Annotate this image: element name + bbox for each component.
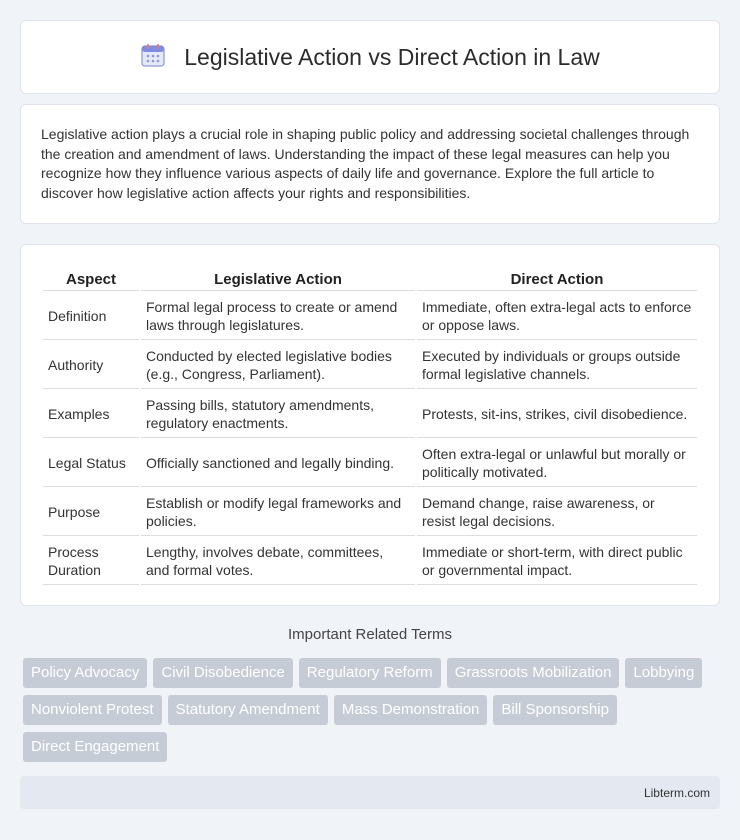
legislative-cell: Officially sanctioned and legally binding. xyxy=(141,440,415,487)
header-direct: Direct Action xyxy=(417,267,697,291)
direct-cell: Demand change, raise awareness, or resist legal decisions. xyxy=(417,489,697,536)
legislative-cell: Establish or modify legal frameworks and policies. xyxy=(141,489,415,536)
footer xyxy=(20,776,720,809)
aspect-cell: Legal Status xyxy=(43,440,139,487)
aspect-cell: Process Duration xyxy=(43,538,139,585)
aspect-cell: Examples xyxy=(43,391,139,438)
table-row xyxy=(43,440,697,487)
legislative-cell: Formal legal process to create or amend laws through legislatures. xyxy=(141,293,415,340)
direct-cell: Immediate, often extra-legal acts to enforce or oppose laws. xyxy=(417,293,697,340)
header-card xyxy=(20,20,720,94)
related-terms-list xyxy=(23,658,713,762)
legislative-cell: Passing bills, statutory amendments, regulatory enactments. xyxy=(141,391,415,438)
direct-cell: Immediate or short-term, with direct public or governmental impact. xyxy=(417,538,697,585)
aspect-cell: Purpose xyxy=(43,489,139,536)
related-term-tag[interactable]: Nonviolent Protest xyxy=(23,695,162,725)
legislative-cell: Conducted by elected legislative bodies (e.g., Congress, Parliament). xyxy=(141,342,415,389)
page-title: Legislative Action vs Direct Action in Law xyxy=(184,43,600,70)
header-aspect: Aspect xyxy=(43,267,139,291)
related-terms-title: Important Related Terms xyxy=(288,626,452,643)
related-term-tag[interactable]: Civil Disobedience xyxy=(153,658,292,688)
aspect-cell: Authority xyxy=(43,342,139,389)
direct-cell: Often extra-legal or unlawful but morally or politically motivated. xyxy=(417,440,697,487)
comparison-table xyxy=(41,265,699,587)
related-term-tag[interactable]: Policy Advocacy xyxy=(23,658,147,688)
direct-cell: Protests, sit-ins, strikes, civil disobedience. xyxy=(417,391,697,438)
related-term-tag[interactable]: Mass Demonstration xyxy=(334,695,488,725)
direct-cell: Executed by individuals or groups outside formal legislative channels. xyxy=(417,342,697,389)
table-row xyxy=(43,391,697,438)
related-term-tag[interactable]: Statutory Amendment xyxy=(168,695,328,725)
header-legislative: Legislative Action xyxy=(141,267,415,291)
aspect-cell: Definition xyxy=(43,293,139,340)
related-term-tag[interactable]: Regulatory Reform xyxy=(299,658,441,688)
intro-card xyxy=(20,104,720,224)
table-row xyxy=(43,342,697,389)
title-wrap xyxy=(140,42,599,73)
table-row xyxy=(43,293,697,340)
table-row xyxy=(43,489,697,536)
related-term-tag[interactable]: Direct Engagement xyxy=(23,732,167,762)
related-term-tag[interactable]: Lobbying xyxy=(625,658,702,688)
related-term-tag[interactable]: Grassroots Mobilization xyxy=(447,658,620,688)
table-row xyxy=(43,538,697,585)
footer-link[interactable]: Libterm.com xyxy=(643,785,710,800)
calendar-icon xyxy=(140,42,166,73)
intro-text: Legislative action plays a crucial role in shaping public policy and addressing societal challenges through the creation and amendment of laws. Understanding the impact of these legal measures can help you recognize how they influence various aspects of daily life and governance. Explore the full article to discover how legislative action affects your rights and responsibilities. xyxy=(41,126,690,201)
related-term-tag[interactable]: Bill Sponsorship xyxy=(493,695,617,725)
comparison-card xyxy=(20,244,720,606)
legislative-cell: Lengthy, involves debate, committees, and formal votes. xyxy=(141,538,415,585)
